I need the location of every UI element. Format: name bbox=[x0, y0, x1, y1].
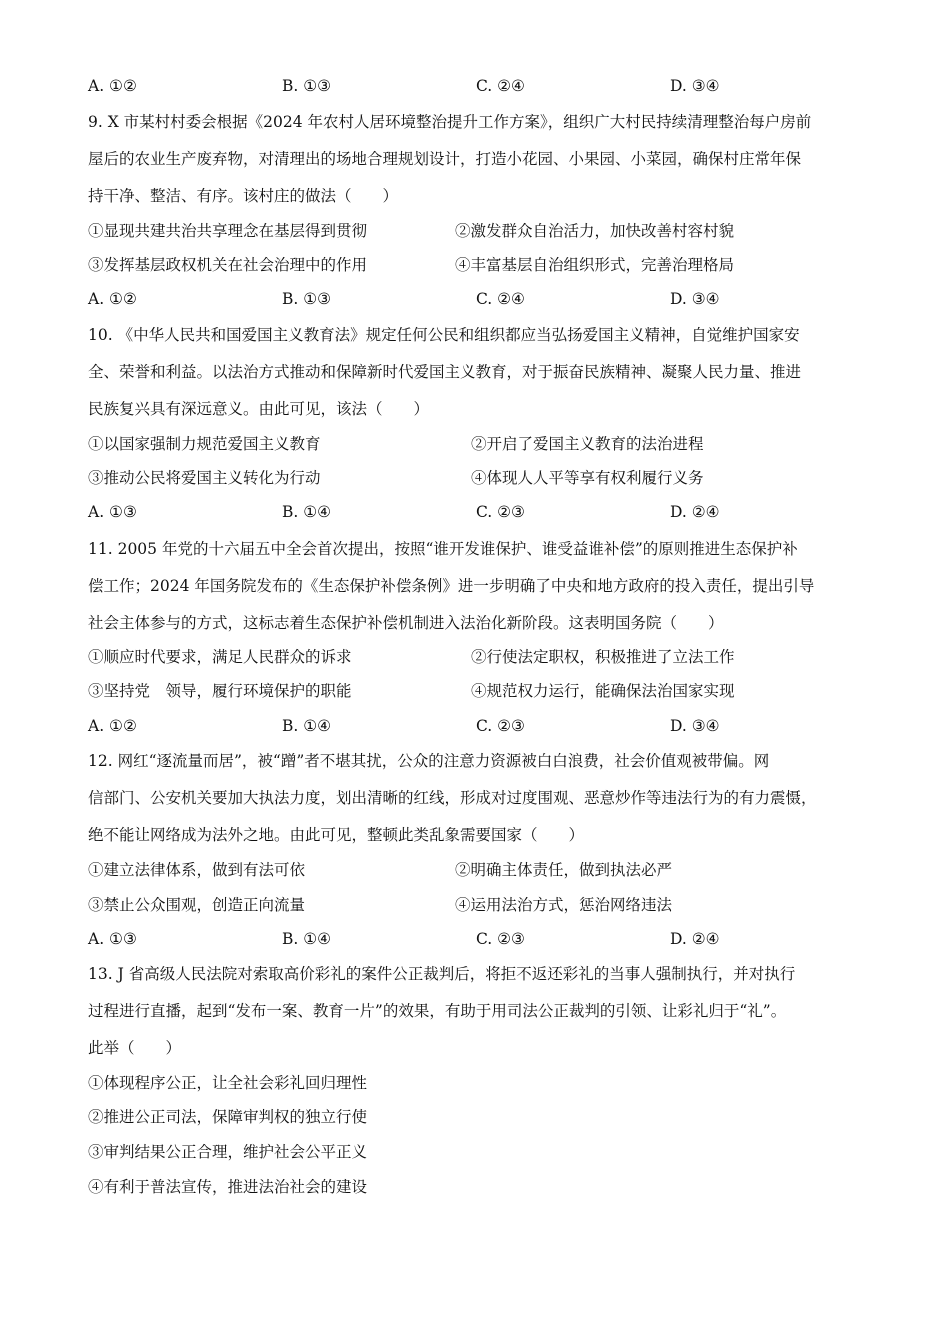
q9-statements-row-2 bbox=[88, 255, 848, 275]
q11-stem-line-3: 社会主体参与的方式，这标志着生态保护补偿机制进入法治化新阶段。这表明国务院（ ） bbox=[88, 614, 724, 632]
q12-statement-1: ①建立法律体系，做到有法可依 bbox=[88, 861, 306, 879]
q9-statement-3: ③发挥基层政权机关在社会治理中的作用 bbox=[88, 256, 368, 274]
q13-statement-3: ③审判结果公正合理，维护社会公平正义 bbox=[88, 1143, 368, 1161]
q9-option-a: A. ①② bbox=[88, 290, 137, 308]
q11-statements-row-2 bbox=[88, 681, 848, 701]
q11-statement-4: ④规范权力运行，能确保法治国家实现 bbox=[471, 682, 735, 700]
q12-option-c: C. ②③ bbox=[476, 930, 525, 948]
q11-option-a: A. ①② bbox=[88, 717, 137, 735]
q9-options bbox=[88, 289, 808, 309]
q12-option-b: B. ①④ bbox=[282, 930, 332, 948]
q10-stem-line-3: 民族复兴具有深远意义。由此可见，该法（ ） bbox=[88, 400, 430, 418]
q10-option-c: C. ②③ bbox=[476, 503, 525, 521]
q8-option-d: D. ③④ bbox=[670, 77, 720, 95]
q10-stem-line-1: 10. 《中华人民共和国爱国主义教育法》规定任何公民和组织都应当弘扬爱国主义精神，自觉维护国家安 bbox=[88, 326, 800, 344]
q12-statement-2: ②明确主体责任，做到执法必严 bbox=[455, 861, 673, 879]
q12-option-d: D. ②④ bbox=[670, 930, 720, 948]
q9-statement-4: ④丰富基层自治组织形式，完善治理格局 bbox=[455, 256, 735, 274]
q11-option-b: B. ①④ bbox=[282, 717, 332, 735]
q10-statement-3: ③推动公民将爱国主义转化为行动 bbox=[88, 469, 321, 487]
q12-stem-line-3: 绝不能让网络成为法外之地。由此可见，整顿此类乱象需要国家（ ） bbox=[88, 826, 585, 844]
q12-statements-row-1 bbox=[88, 860, 848, 880]
q12-statement-4: ④运用法治方式，惩治网络违法 bbox=[455, 896, 673, 914]
q12-statements-row-2 bbox=[88, 895, 848, 915]
q9-stem-line-2: 屋后的农业生产废弃物，对清理出的场地合理规划设计，打造小花园、小果园、小菜园，确保村庄常年保 bbox=[88, 150, 802, 168]
q13-stem-line-3: 此举（ ） bbox=[88, 1039, 182, 1057]
q12-stem-line-2: 信部门、公安机关要加大执法力度，划出清晰的红线，形成对过度围观、恶意炒作等违法行为的有力震慑， bbox=[88, 789, 817, 807]
q13-statement-1: ①体现程序公正，让全社会彩礼回归理性 bbox=[88, 1074, 368, 1092]
q9-stem-line-1: 9. X 市某村村委会根据《2024 年农村人居环境整治提升工作方案》，组织广大村民持续清理整治每户房前 bbox=[88, 113, 812, 131]
q11-statements-row-1 bbox=[88, 647, 848, 667]
q10-statements-row-2 bbox=[88, 468, 848, 488]
q10-statements-row-1 bbox=[88, 434, 848, 454]
q9-stem-line-3: 持干净、整洁、有序。该村庄的做法（ ） bbox=[88, 187, 399, 205]
q8-option-a: A. ①② bbox=[88, 77, 137, 95]
q10-option-d: D. ②④ bbox=[670, 503, 720, 521]
q13-stem-line-1: 13. J 省高级人民法院对索取高价彩礼的案件公正裁判后，将拒不返还彩礼的当事人强制执行，并对执行 bbox=[88, 965, 796, 983]
q12-stem-line-1: 12. 网红“逐流量而居”，被“蹭”者不堪其扰，公众的注意力资源被白白浪费，社会价值观被带偏。网 bbox=[88, 752, 770, 770]
q10-stem-line-2: 全、荣誉和利益。以法治方式推动和保障新时代爱国主义教育，对于振奋民族精神、凝聚人民力量、推进 bbox=[88, 363, 802, 381]
q11-option-c: C. ②③ bbox=[476, 717, 525, 735]
q10-statement-4: ④体现人人平等享有权利履行义务 bbox=[471, 469, 704, 487]
q10-option-b: B. ①④ bbox=[282, 503, 332, 521]
q12-options bbox=[88, 929, 808, 949]
q10-options bbox=[88, 502, 808, 522]
q10-statement-1: ①以国家强制力规范爱国主义教育 bbox=[88, 435, 321, 453]
q10-option-a: A. ①③ bbox=[88, 503, 137, 521]
q8-option-c: C. ②④ bbox=[476, 77, 525, 95]
q9-option-b: B. ①③ bbox=[282, 290, 332, 308]
q13-stem-line-2: 过程进行直播，起到“发布一案、教育一片”的效果，有助于用司法公正裁判的引领、让彩礼归于“礼”。 bbox=[88, 1002, 787, 1020]
q12-option-a: A. ①③ bbox=[88, 930, 137, 948]
q13-statement-4: ④有利于普法宣传，推进法治社会的建设 bbox=[88, 1178, 368, 1196]
q9-statements-row-1 bbox=[88, 221, 848, 241]
q10-statement-2: ②开启了爱国主义教育的法治进程 bbox=[471, 435, 704, 453]
q11-options bbox=[88, 716, 808, 736]
q11-stem-line-1: 11. 2005 年党的十六届五中全会首次提出，按照“谁开发谁保护、谁受益谁补偿”的原则推进生态保护补 bbox=[88, 540, 798, 558]
q11-statement-3: ③坚持党 领导，履行环境保护的职能 bbox=[88, 682, 352, 700]
q8-options bbox=[88, 76, 808, 96]
q9-option-d: D. ③④ bbox=[670, 290, 720, 308]
q8-option-b: B. ①③ bbox=[282, 77, 332, 95]
q9-statement-1: ①显现共建共治共享理念在基层得到贯彻 bbox=[88, 222, 368, 240]
q13-statement-2: ②推进公正司法，保障审判权的独立行使 bbox=[88, 1108, 368, 1126]
q9-statement-2: ②激发群众自治活力，加快改善村容村貌 bbox=[455, 222, 735, 240]
q12-statement-3: ③禁止公众围观，创造正向流量 bbox=[88, 896, 306, 914]
q11-stem-line-2: 偿工作；2024 年国务院发布的《生态保护补偿条例》进一步明确了中央和地方政府的投入责任，提出引导 bbox=[88, 577, 815, 595]
q9-option-c: C. ②④ bbox=[476, 290, 525, 308]
q11-statement-2: ②行使法定职权，积极推进了立法工作 bbox=[471, 648, 735, 666]
q11-option-d: D. ③④ bbox=[670, 717, 720, 735]
q11-statement-1: ①顺应时代要求，满足人民群众的诉求 bbox=[88, 648, 352, 666]
